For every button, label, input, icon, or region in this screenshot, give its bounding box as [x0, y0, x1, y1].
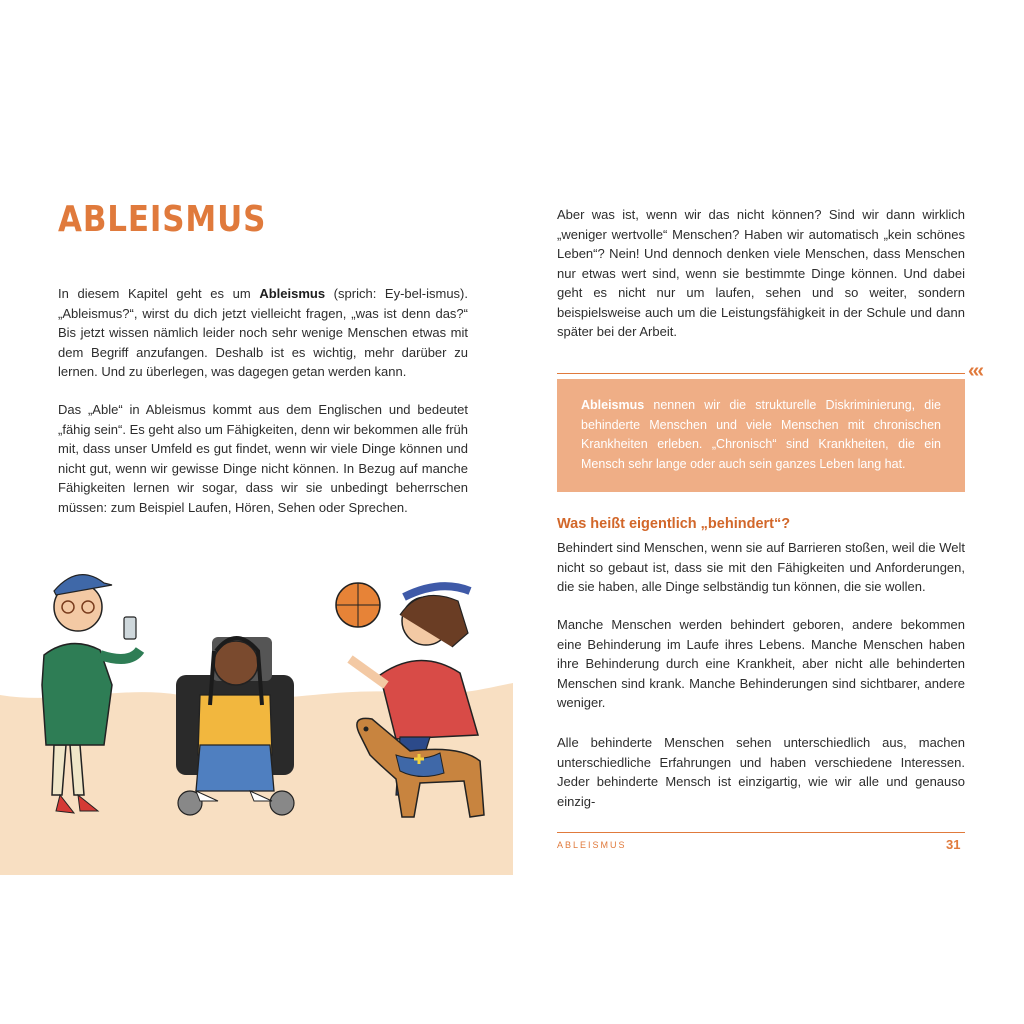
definition-body: nennen wir die strukturelle Diskriminierung, die behinderte Menschen und viele Menschen mit chronischen Krankheiten erleben. „Chronisch“ sind Krankheiten, die ein Mensch sehr lange oder auch sein ganzes Leben lang hat. — [581, 398, 941, 471]
intro-term: Ableismus — [259, 286, 326, 301]
question-paragraph: Aber was ist, wenn wir das nicht können? Sind wir dann wirklich „weniger wertvolle“ Menschen? Haben wir automatisch „kein schönes Leben“? Nein! Und dennoch denken viele Menschen, dass Menschen nur etwas wert sind, wenn sie bestimmte Dinge können. Und dabei geht es nicht nur um laufen, sehen und so weiter, sondern beispielsweise auch um die Leistungsfähigkeit in der Schule und dann später bei der Arbeit. — [557, 207, 965, 339]
intro-text-c: (sprich: Ey-bel-ismus). „Ableismus?“, wirst du dich jetzt vielleicht fragen, „was ist denn das?“ Bis jetzt wissen nämlich leider noch sehr wenige Menschen etwas mit dem Begriff anzufangen. Deshalb ist es wichtig, mehr darüber zu lernen. Und zu überlegen, was dagegen getan werden kann. — [58, 286, 468, 379]
barriers-paragraph: Behindert sind Menschen, wenn sie auf Barrieren stoßen, weil die Welt nicht so gebaut ist, dass sie mit den Fähigkeiten und Anforderungen, die sie haben, alle Dinge selbständig tun können, die sie wollen. — [557, 540, 965, 594]
definition-text — [581, 396, 941, 474]
uniqueness-paragraph: Alle behinderte Menschen sehen unterschiedlich aus, machen unterschiedliche Erfahrungen und haben verschiedene Interessen. Jeder behinderte Mensch ist einzigartig, wie wir alle und genauso einzig- — [557, 735, 965, 809]
footer-rule — [557, 832, 965, 833]
able-paragraph: Das „Able“ in Ableismus kommt aus dem Englischen und bedeutet „fähig sein“. Es geht also um Fähigkeiten, denn wir bekommen alle früh mit, dass unser Umfeld es gut findet, wenn wir viele Dinge können und nicht gut, wenn wir gewisse Dinge nicht können. In Bezug auf manche Fähigkeiten lernen wir sogar, dass wir sie unbedingt beherrschen müssen: zum Beispiel Laufen, Hören, Sehen oder Sprechen. — [58, 402, 468, 515]
page-number: 31 — [946, 837, 961, 852]
illustration — [0, 555, 513, 875]
chapter-title: ABLEISMUS — [58, 199, 267, 240]
running-footer: ABLEISMUS — [557, 840, 627, 850]
definition-box — [557, 379, 965, 492]
box-top-rule — [557, 373, 965, 374]
definition-term: Ableismus — [581, 398, 645, 412]
intro-paragraph — [58, 284, 468, 382]
chevrons-left-icon: ‹‹‹ — [968, 360, 982, 382]
section-heading: Was heißt eigentlich „behindert“? — [557, 516, 791, 532]
disability-types-paragraph: Manche Menschen werden behindert geboren, andere bekommen eine Behinderung im Laufe ihres Lebens. Manche Menschen haben ihre Behinderung durch eine Krankheit, aber nicht alle behinderten Menschen sind krank. Manche Behinderungen sind sichtbarer, andere weniger. — [557, 617, 965, 710]
intro-text-a: In diesem Kapitel geht es um — [58, 286, 260, 301]
